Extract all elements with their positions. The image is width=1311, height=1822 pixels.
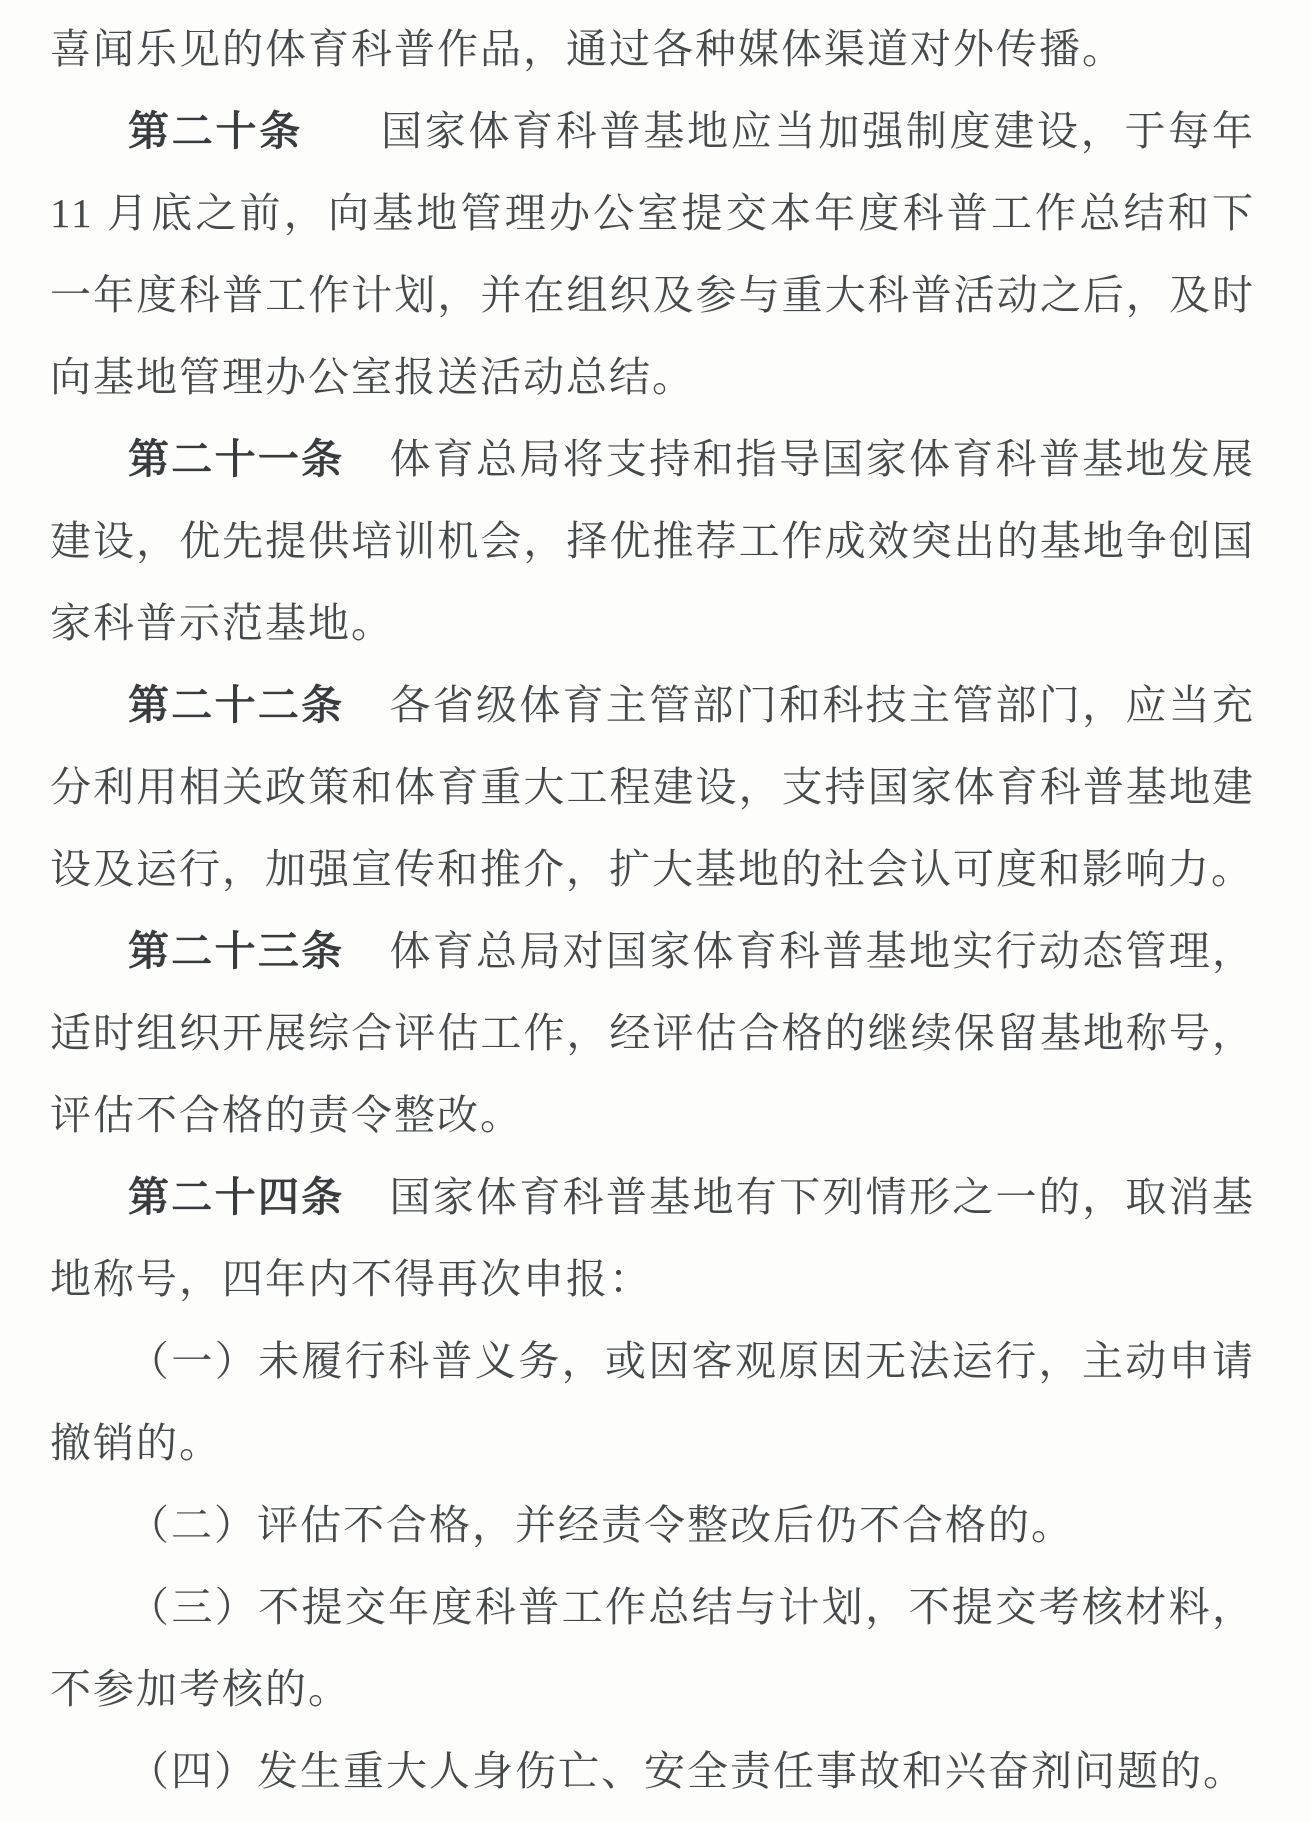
article-20-paragraph [50,90,1255,418]
item-1-paragraph [50,1320,1255,1484]
article-23-paragraph [50,910,1255,1156]
paragraph-text: （一）未履行科普义务，或因客观原因无法运行，主动申请撤销的。 [50,1338,1255,1466]
item-4-paragraph [50,1730,1255,1812]
paragraph-text: （四）发生重大人身伤亡、安全责任事故和兴奋剂问题的。 [128,1748,1246,1794]
article-21-paragraph [50,418,1255,664]
paragraph-continuation [50,8,1255,90]
article-21-label: 第二十一条 [128,436,345,482]
paragraph-text: 喜闻乐见的体育科普作品，通过各种媒体渠道对外传播。 [50,26,1125,72]
paragraph-text: （三）不提交年度科普工作总结与计划，不提交考核材料，不参加考核的。 [50,1584,1255,1712]
article-22-paragraph [50,664,1255,910]
paragraph-text: 体育总局将支持和指导国家体育科普基地发展建设，优先提供培训机会，择优推荐工作成效突出的基地争创国家科普示范基地。 [50,436,1256,646]
item-3-paragraph [50,1566,1255,1730]
paragraph-text: 国家体育科普基地应当加强制度建设，于每年11 月底之前，向基地管理办公室提交本年度科普工作总结和下一年度科普工作计划，并在组织及参与重大科普活动之后，及时向基地管理办公室报送活动总结。 [50,108,1256,400]
article-22-label: 第二十二条 [128,682,345,728]
paragraph-text: （二）评估不合格，并经责令整改后仍不合格的。 [128,1502,1074,1548]
article-20-label: 第二十条 [128,108,303,154]
item-2-paragraph [50,1484,1255,1566]
paragraph-text: 体育总局对国家体育科普基地实行动态管理，适时组织开展综合评估工作，经评估合格的继续保留基地称号，评估不合格的责令整改。 [50,928,1256,1138]
paragraph-text: 各省级体育主管部门和科技主管部门，应当充分利用相关政策和体育重大工程建设，支持国家体育科普基地建设及运行，加强宣传和推介，扩大基地的社会认可度和影响力。 [50,682,1256,892]
article-24-paragraph [50,1156,1255,1320]
paragraph-text: 国家体育科普基地有下列情形之一的，取消基地称号，四年内不得再次申报： [50,1174,1256,1302]
article-23-label: 第二十三条 [128,928,345,974]
article-24-label: 第二十四条 [128,1174,345,1220]
